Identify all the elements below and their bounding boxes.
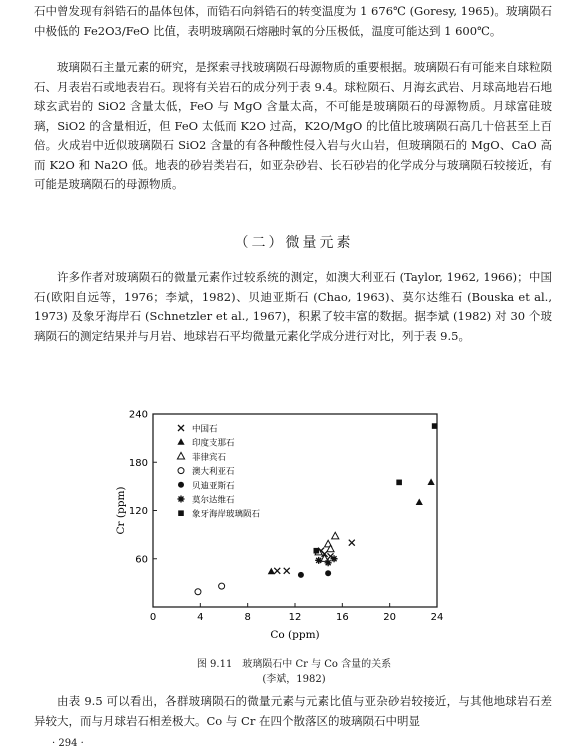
star-marker: [315, 557, 322, 564]
data-point: [298, 572, 304, 578]
x-tick-label: 24: [430, 612, 444, 623]
data-point: [349, 540, 355, 546]
circle-open-marker: [195, 589, 201, 595]
triangle-marker: [416, 498, 423, 505]
paragraph-bottom: [34, 692, 552, 731]
circle-marker: [178, 482, 184, 488]
legend-label: 澳大利亚石: [192, 467, 235, 478]
cr-co-scatter-chart: [0, 398, 588, 648]
legend-marker: [178, 468, 184, 474]
data-point: [325, 559, 332, 566]
square-marker: [396, 480, 402, 486]
y-tick-label: 60: [135, 554, 148, 566]
legend: [177, 424, 260, 520]
x-marker: [349, 540, 355, 546]
x-tick-label: 0: [149, 612, 157, 623]
paragraph-text: 许多作者对玻璃陨石的微量元素作过较系统的测定，如澳大利亚石 (Taylor, 1962, 1966)；中国石(欧阳自远等，1976；李斌，1982)、贝迪亚斯石 (Chao, 1963)、莫尔达维石 (Bouska et al., 1973) 及象牙海岸石 (Schnetzler et al., 1967)，积累了较丰富的数据。据李斌 (1982) 对 30 个玻璃陨石的测定结果并与月岩、地球岩石平均微量元素化学成分进行对比，列于表 9.5。: [34, 270, 552, 343]
data-point: [416, 498, 423, 505]
square-marker: [314, 548, 320, 554]
square-marker: [178, 510, 184, 516]
data-point: [332, 532, 339, 539]
data-point: [427, 478, 434, 485]
legend-label: 菲律宾石: [192, 452, 227, 463]
triangle-marker: [268, 568, 275, 575]
data-point: [314, 548, 320, 554]
paragraph-text: 石中曾发现有斜锆石的晶体包体，而锆石向斜锆石的转变温度为 1 676℃ (Goresy, 1965)。玻璃陨石中极低的 Fe2O3/FeO 比值，表明玻璃陨石熔融时氧的分压极低，温度可能达到 1 600℃。: [34, 4, 552, 38]
data-point: [219, 583, 225, 589]
paragraph-top: [34, 2, 552, 41]
x-axis-label: Co (ppm): [270, 629, 320, 641]
star-marker: [325, 559, 332, 566]
triangle-open-marker: [177, 452, 184, 459]
y-tick-label: 180: [128, 457, 148, 469]
x-marker: [178, 425, 184, 431]
legend-label: 贝迪亚斯石: [192, 481, 235, 492]
paragraph-trace-elements: [34, 268, 552, 346]
legend-marker: [177, 438, 184, 445]
page-number: · 294 ·: [52, 738, 84, 749]
legend-marker: [177, 452, 184, 459]
circle-open-marker: [178, 468, 184, 474]
x-tick-label: 20: [383, 612, 397, 623]
circle-open-marker: [219, 583, 225, 589]
data-point: [325, 570, 331, 576]
legend-label: 中国石: [192, 424, 218, 435]
figure-source: (李斌，1982): [262, 674, 326, 685]
triangle-marker: [177, 438, 184, 445]
section-heading: （二）微量元素: [234, 235, 354, 251]
star-marker: [178, 496, 185, 503]
data-point: [315, 557, 322, 564]
data-point: [268, 568, 275, 575]
legend-label: 印度支那石: [192, 438, 235, 449]
x-tick-label: 4: [197, 612, 204, 623]
circle-marker: [298, 572, 304, 578]
legend-label: 象牙海岸玻璃陨石: [192, 509, 261, 520]
triangle-open-marker: [332, 532, 339, 539]
x-tick-label: 8: [244, 612, 251, 623]
x-marker: [284, 568, 290, 574]
x-marker: [274, 568, 280, 574]
star-marker: [331, 555, 338, 562]
data-point: [284, 568, 290, 574]
legend-marker: [178, 482, 184, 488]
y-axis-label: Cr (ppm): [115, 486, 127, 535]
y-tick-label: 120: [128, 506, 148, 517]
x-tick-label: 12: [288, 612, 302, 623]
data-point: [331, 555, 338, 562]
paragraph-text: 由表 9.5 可以看出，各群玻璃陨石的微量元素与元素比值与亚杂砂岩较接近，与其他地球岩石差异较大，而与月球岩石相差极大。Co 与 Cr 在四个散落区的玻璃陨石中明显: [34, 694, 552, 728]
paragraph-major-elements: [34, 58, 552, 195]
circle-marker: [325, 570, 331, 576]
data-point: [274, 568, 280, 574]
triangle-marker: [427, 478, 434, 485]
data-point: [396, 480, 402, 486]
square-marker: [432, 423, 438, 429]
paragraph-text: 玻璃陨石主量元素的研究，是探索寻找玻璃陨石母源物质的重要根据。玻璃陨石有可能来自球粒陨石、月表岩石或地表岩石。现将有关岩石的成分列于表 9.4。球粒陨石、月海玄武岩、月球高地岩石地球玄武岩的 SiO2 含量太低，FeO 与 MgO 含量太高，不可能是玻璃陨石的母源物质。月球富硅玻璃，SiO2 的含量相近，但 FeO 太低而 K2O 过高，K2O/MgO 的比值比玻璃陨石高几十倍甚至上百倍。火成岩中近似玻璃陨石 SiO2 含量的有各种酸性侵入岩与火山岩，但玻璃陨石的 MgO、CaO 高而 K2O 和 Na2O 低。地表的砂岩类岩石，如亚杂砂岩、长石砂岩的化学成分与玻璃陨石较接近，有可能是玻璃陨石的母源物质。: [34, 60, 552, 191]
legend-marker: [178, 496, 185, 503]
y-tick-label: 240: [128, 409, 148, 421]
legend-label: 莫尔达维石: [192, 495, 235, 506]
data-point: [195, 589, 201, 595]
data-point: [432, 423, 438, 429]
x-tick-label: 16: [335, 612, 349, 623]
legend-marker: [178, 510, 184, 516]
figure-caption: 图 9.11 玻璃陨石中 Cr 与 Co 含量的关系: [196, 659, 392, 670]
legend-marker: [178, 425, 184, 431]
